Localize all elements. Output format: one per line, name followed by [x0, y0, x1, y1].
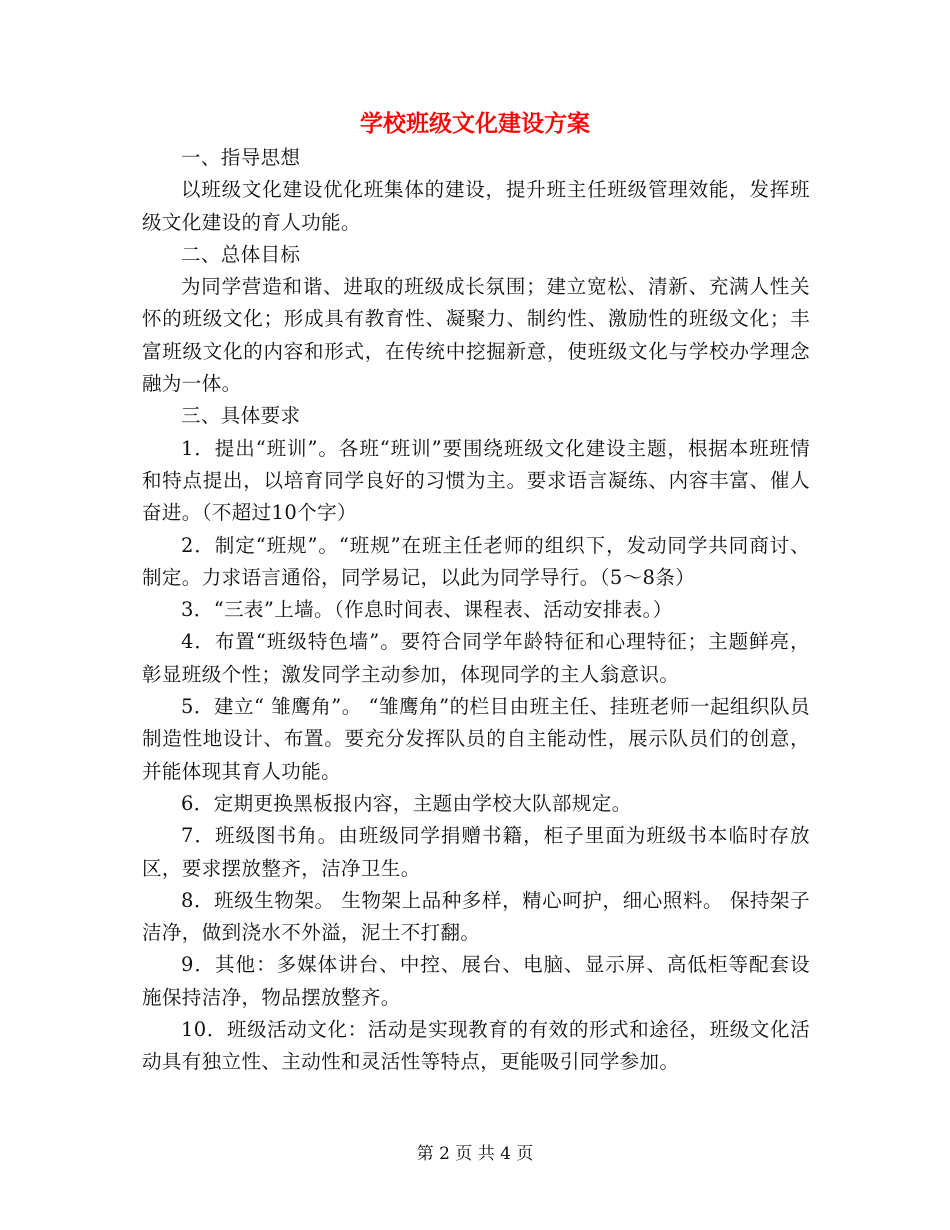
requirement-item-2: 2．制定“班规”。“班规”在班主任老师的组织下，发动同学共同商讨、制定。力求语言通俗，同学易记，以此为同学导行。（5～8条） [142, 533, 810, 589]
page-number-footer: 第 2 页 共 4 页 [416, 1144, 534, 1164]
paragraph-overall-goals: 为同学营造和谐、进取的班级成长氛围；建立宽松、清新、充满人性关怀的班级文化；形成具有教育性、凝聚力、制约性、激励性的班级文化；丰富班级文化的内容和形式，在传统中挖掘新意，使班级文化与学校办学理念融为一体。 [142, 275, 810, 396]
section-heading-specific-requirements: 三、具体要求 [181, 404, 301, 428]
requirement-item-5: 5．建立“ 雏鹰角”。 “雏鹰角”的栏目由班主任、挂班老师一起组织队员制造性地设计、布置。要充分发挥队员的自主能动性，展示队员们的创意，并能体现其育人功能。 [142, 695, 810, 783]
paragraph-guiding-ideology: 以班级文化建设优化班集体的建设，提升班主任班级管理效能，发挥班级文化建设的育人功能。 [142, 178, 810, 234]
requirement-item-10: 10．班级活动文化：活动是实现教育的有效的形式和途径，班级文化活动具有独立性、主动性和灵活性等特点，更能吸引同学参加。 [142, 1018, 810, 1074]
requirement-item-9: 9．其他：多媒体讲台、中控、展台、电脑、显示屏、高低柜等配套设施保持洁净，物品摆放整齐。 [142, 953, 810, 1009]
requirement-item-8: 8．班级生物架。 生物架上品种多样，精心呵护，细心照料。 保持架子洁净，做到浇水不外溢，泥土不打翻。 [142, 888, 810, 945]
section-heading-overall-goals: 二、总体目标 [181, 242, 301, 266]
requirement-item-4: 4．布置“班级特色墙”。要符合同学年龄特征和心理特征；主题鲜亮，彰显班级个性；激发同学主动参加，体现同学的主人翁意识。 [142, 630, 810, 686]
section-heading-guiding-ideology: 一、指导思想 [181, 146, 301, 169]
requirement-item-6: 6．定期更换黑板报内容，主题由学校大队部规定。 [181, 791, 632, 815]
requirement-item-3: 3．“三表”上墙。（作息时间表、课程表、活动安排表。） [181, 598, 673, 622]
requirement-item-1: 1．提出“班训”。各班“班训”要围绕班级文化建设主题，根据本班班情和特点提出，以培育同学良好的习惯为主。要求语言凝练、内容丰富、催人奋进。（不超过10个字） [142, 436, 810, 525]
document-title: 学校班级文化建设方案 [360, 110, 590, 137]
requirement-item-7: 7．班级图书角。由班级同学捐赠书籍，柜子里面为班级书本临时存放区，要求摆放整齐，洁净卫生。 [142, 824, 810, 880]
document-body [142, 142, 810, 1079]
